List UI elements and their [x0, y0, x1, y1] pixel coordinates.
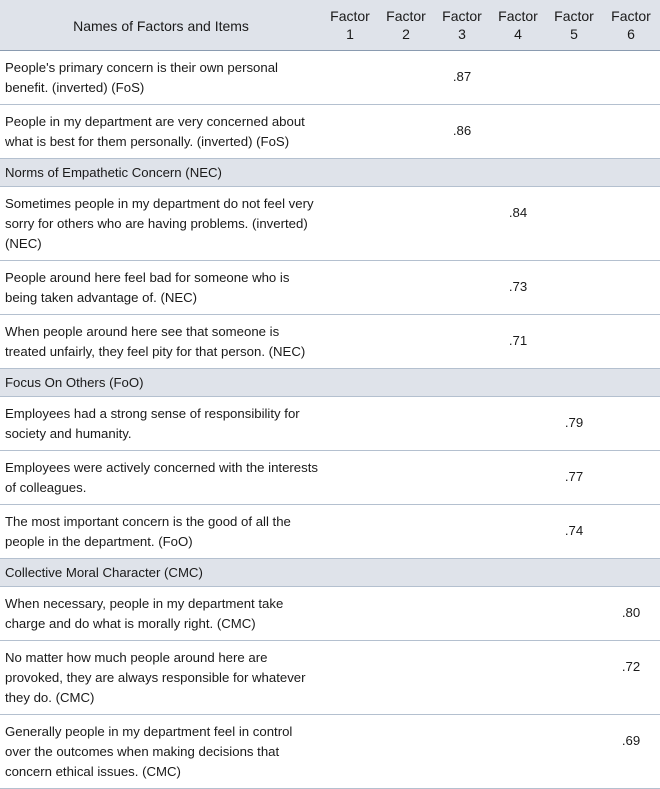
factor-4-loading: [490, 104, 546, 158]
table-body: [0, 50, 660, 788]
factor-6-loading: [602, 50, 660, 104]
header-factor-number: 3: [458, 25, 466, 42]
section-header-row: [0, 558, 660, 586]
header-factor-5: [546, 0, 602, 50]
factor-2-loading: [378, 640, 434, 714]
header-factor-number: 5: [570, 25, 578, 42]
factor-2-loading: [378, 260, 434, 314]
header-factor-1: [322, 0, 378, 50]
table-row: [0, 504, 660, 558]
factor-6-loading: [602, 260, 660, 314]
table-row: [0, 586, 660, 640]
factor-4-loading: .73: [490, 260, 546, 314]
header-names-of-factors: Names of Factors and Items: [0, 0, 322, 50]
table-row: [0, 104, 660, 158]
section-header-row: [0, 368, 660, 396]
factor-2-loading: [378, 586, 434, 640]
factor-5-loading: .74: [546, 504, 602, 558]
factor-4-loading: [490, 640, 546, 714]
factor-6-loading: [602, 450, 660, 504]
factor-4-loading: .71: [490, 314, 546, 368]
header-factor-3: [434, 0, 490, 50]
factor-5-loading: [546, 186, 602, 260]
factor-2-loading: [378, 450, 434, 504]
table-row: [0, 714, 660, 788]
factor-5-loading: .79: [546, 396, 602, 450]
item-text: When people around here see that someone is treated unfairly, they feel pity for that person. (NEC): [0, 314, 322, 368]
section-title: Collective Moral Character (CMC): [0, 558, 660, 586]
item-text: The most important concern is the good of all the people in the department. (FoO): [0, 504, 322, 558]
factor-4-loading: [490, 50, 546, 104]
factor-6-loading: [602, 186, 660, 260]
header-factor-word: Factor: [442, 7, 482, 24]
factor-2-loading: [378, 186, 434, 260]
header-factor-number: 4: [514, 25, 522, 42]
header-factor-word: Factor: [611, 7, 651, 24]
table-header: [0, 0, 660, 50]
table-row: [0, 50, 660, 104]
factor-4-loading: .84: [490, 186, 546, 260]
table-row: [0, 186, 660, 260]
factor-5-loading: [546, 314, 602, 368]
factor-4-loading: [490, 450, 546, 504]
header-factor-6: [602, 0, 660, 50]
factor-5-loading: [546, 104, 602, 158]
factor-1-loading: [322, 186, 378, 260]
factor-3-loading: [434, 714, 490, 788]
factor-1-loading: [322, 50, 378, 104]
table-row: [0, 640, 660, 714]
factor-2-loading: [378, 104, 434, 158]
header-factor-word: Factor: [330, 7, 370, 24]
item-text: Generally people in my department feel in control over the outcomes when making decisions that concern ethical issues. (CMC): [0, 714, 322, 788]
factor-5-loading: [546, 50, 602, 104]
header-factor-4: [490, 0, 546, 50]
factor-1-loading: [322, 260, 378, 314]
factor-5-loading: [546, 586, 602, 640]
factor-3-loading: [434, 396, 490, 450]
section-header-row: [0, 158, 660, 186]
header-factor-number: 2: [402, 25, 410, 42]
factor-5-loading: [546, 640, 602, 714]
header-factor-word: Factor: [498, 7, 538, 24]
header-factor-word: Factor: [554, 7, 594, 24]
factor-3-loading: .87: [434, 50, 490, 104]
factor-2-loading: [378, 714, 434, 788]
header-factor-number: 6: [627, 25, 635, 42]
factor-6-loading: .72: [602, 640, 660, 714]
header-factor-2: [378, 0, 434, 50]
factor-4-loading: [490, 504, 546, 558]
factor-4-loading: [490, 586, 546, 640]
factor-3-loading: [434, 314, 490, 368]
item-text: No matter how much people around here are provoked, they are always responsible for whatever they do. (CMC): [0, 640, 322, 714]
header-factor-word: Factor: [386, 7, 426, 24]
factor-2-loading: [378, 396, 434, 450]
factor-1-loading: [322, 504, 378, 558]
factor-1-loading: [322, 314, 378, 368]
factor-6-loading: .80: [602, 586, 660, 640]
factor-3-loading: [434, 260, 490, 314]
item-text: Sometimes people in my department do not feel very sorry for others who are having problems. (inverted) (NEC): [0, 186, 322, 260]
table-row: [0, 450, 660, 504]
factor-6-loading: .69: [602, 714, 660, 788]
header-row: [0, 0, 660, 50]
factor-3-loading: [434, 186, 490, 260]
factor-2-loading: [378, 314, 434, 368]
factor-1-loading: [322, 450, 378, 504]
factor-3-loading: .86: [434, 104, 490, 158]
factor-3-loading: [434, 586, 490, 640]
section-title: Norms of Empathetic Concern (NEC): [0, 158, 660, 186]
factor-3-loading: [434, 450, 490, 504]
item-text: Employees were actively concerned with the interests of colleagues.: [0, 450, 322, 504]
item-text: People's primary concern is their own personal benefit. (inverted) (FoS): [0, 50, 322, 104]
factor-3-loading: [434, 640, 490, 714]
section-title: Focus On Others (FoO): [0, 368, 660, 396]
header-factor-number: 1: [346, 25, 354, 42]
table-row: [0, 396, 660, 450]
table-row: [0, 314, 660, 368]
factor-6-loading: [602, 396, 660, 450]
item-text: When necessary, people in my department take charge and do what is morally right. (CMC): [0, 586, 322, 640]
factor-6-loading: [602, 314, 660, 368]
factor-2-loading: [378, 504, 434, 558]
factor-4-loading: [490, 714, 546, 788]
factor-3-loading: [434, 504, 490, 558]
factor-1-loading: [322, 714, 378, 788]
item-text: People around here feel bad for someone who is being taken advantage of. (NEC): [0, 260, 322, 314]
factor-6-loading: [602, 504, 660, 558]
factor-6-loading: [602, 104, 660, 158]
factor-1-loading: [322, 396, 378, 450]
factor-5-loading: [546, 260, 602, 314]
item-text: Employees had a strong sense of responsibility for society and humanity.: [0, 396, 322, 450]
factor-1-loading: [322, 104, 378, 158]
factor-5-loading: .77: [546, 450, 602, 504]
factor-1-loading: [322, 640, 378, 714]
factor-4-loading: [490, 396, 546, 450]
factor-5-loading: [546, 714, 602, 788]
factor-1-loading: [322, 586, 378, 640]
item-text: People in my department are very concerned about what is best for them personally. (inverted) (FoS): [0, 104, 322, 158]
factor-2-loading: [378, 50, 434, 104]
table-row: [0, 260, 660, 314]
